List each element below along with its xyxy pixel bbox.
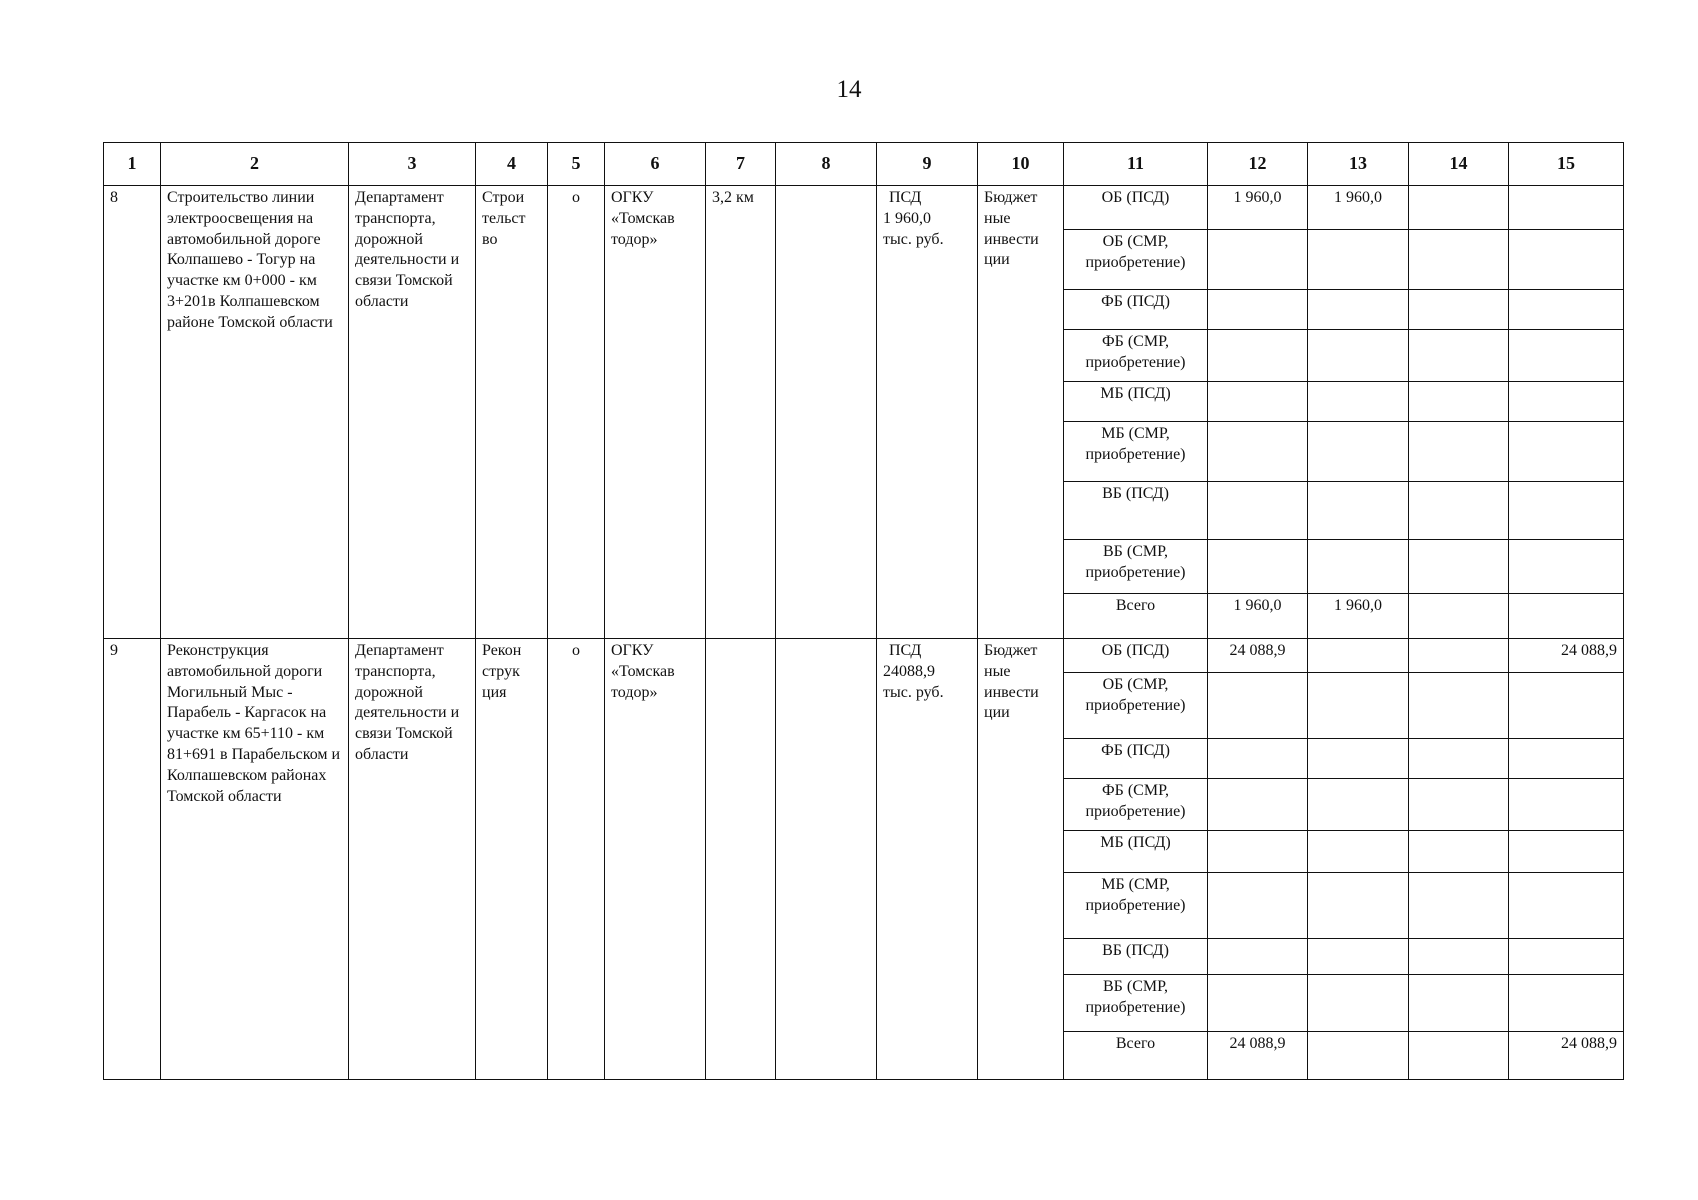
work-type: Строи тельст во [476,186,548,639]
amount-col-13 [1308,673,1409,739]
executor: ОГКУ «Томскав тодор» [605,639,706,1080]
amount-col-15 [1509,482,1624,540]
amount-col-15 [1509,290,1624,330]
amount-col-13 [1308,230,1409,290]
amount-col-13 [1308,939,1409,975]
funding-source: ФБ (ПСД) [1064,739,1208,779]
funding-source: ОБ (СМР, приобретение) [1064,230,1208,290]
funding-source: ФБ (ПСД) [1064,290,1208,330]
amount-col-13 [1308,482,1409,540]
funding-source: ВБ (СМР, приобретение) [1064,975,1208,1032]
amount-col-15 [1509,230,1624,290]
funding-source: ФБ (СМР, приобретение) [1064,330,1208,382]
amount-col-12 [1208,482,1308,540]
amount-col-15 [1509,673,1624,739]
object-name: Строительство линии электроосвещения на автомобильной дороге Колпашево - Тогур на участке км 0+000 - км 3+201в Колпашевском районе Томской области [161,186,349,639]
work-type: Рекон струк ция [476,639,548,1080]
capacity: 3,2 км [706,186,776,639]
amount-col-14 [1409,330,1509,382]
amount-col-14 [1409,673,1509,739]
estimated-cost-line: тыс. руб. [883,683,944,701]
header-cell: 3 [349,143,476,186]
header-cell: 12 [1208,143,1308,186]
amount-col-12 [1208,330,1308,382]
header-cell: 7 [706,143,776,186]
funding-source: ВБ (ПСД) [1064,939,1208,975]
amount-col-12 [1208,673,1308,739]
investment-type: Бюджет ные инвести ции [978,639,1064,1080]
amount-col-14 [1409,831,1509,873]
column-5-value: о [548,186,605,639]
header-cell: 13 [1308,143,1409,186]
amount-col-13 [1308,975,1409,1032]
amount-col-13 [1308,540,1409,594]
funding-source: МБ (СМР, приобретение) [1064,873,1208,939]
header-cell: 9 [877,143,978,186]
amount-col-15 [1509,779,1624,831]
amount-col-14 [1409,290,1509,330]
table-row [104,639,1624,673]
amount-col-12: 24 088,9 [1208,639,1308,673]
estimated-cost [877,186,978,639]
amount-col-14 [1409,422,1509,482]
header-cell: 1 [104,143,161,186]
amount-col-14 [1409,594,1509,639]
funding-source: МБ (СМР, приобретение) [1064,422,1208,482]
header-cell: 8 [776,143,877,186]
amount-col-14 [1409,482,1509,540]
amount-col-14 [1409,1032,1509,1080]
estimated-cost-line: 1 960,0 [883,209,931,227]
amount-col-15 [1509,739,1624,779]
amount-col-15: 24 088,9 [1509,639,1624,673]
investment-type: Бюджет ные инвести ции [978,186,1064,639]
amount-col-13 [1308,422,1409,482]
amount-col-13 [1308,330,1409,382]
amount-col-12: 24 088,9 [1208,1032,1308,1080]
amount-col-15 [1509,939,1624,975]
amount-col-13 [1308,382,1409,422]
amount-col-12 [1208,873,1308,939]
amount-col-13 [1308,639,1409,673]
amount-col-12 [1208,230,1308,290]
row-number: 9 [104,639,161,1080]
amount-col-13 [1308,831,1409,873]
amount-col-12: 1 960,0 [1208,594,1308,639]
row-number: 8 [104,186,161,639]
column-8-value [776,639,877,1080]
amount-col-12 [1208,422,1308,482]
amount-col-13: 1 960,0 [1308,186,1409,230]
amount-col-12 [1208,290,1308,330]
amount-col-15 [1509,330,1624,382]
amount-col-14 [1409,540,1509,594]
amount-col-14 [1409,186,1509,230]
investment-table [103,142,1624,1080]
column-8-value [776,186,877,639]
estimated-cost-line: ПСД [889,189,922,206]
amount-col-13 [1308,1032,1409,1080]
funding-source: ОБ (СМР, приобретение) [1064,673,1208,739]
capacity [706,639,776,1080]
header-cell: 14 [1409,143,1509,186]
header-cell: 11 [1064,143,1208,186]
amount-col-15 [1509,873,1624,939]
amount-col-15 [1509,594,1624,639]
table-row [104,186,1624,230]
amount-col-14 [1409,639,1509,673]
funding-source: МБ (ПСД) [1064,831,1208,873]
header-cell: 5 [548,143,605,186]
amount-col-13: 1 960,0 [1308,594,1409,639]
amount-col-14 [1409,739,1509,779]
amount-col-15: 24 088,9 [1509,1032,1624,1080]
amount-col-15 [1509,422,1624,482]
funding-source: ВБ (СМР, приобретение) [1064,540,1208,594]
customer: Департамент транспорта, дорожной деятельности и связи Томской области [349,639,476,1080]
funding-source: ОБ (ПСД) [1064,639,1208,673]
header-cell: 2 [161,143,349,186]
funding-source: МБ (ПСД) [1064,382,1208,422]
table-body [104,186,1624,1080]
amount-col-12 [1208,540,1308,594]
header-cell: 6 [605,143,706,186]
customer: Департамент транспорта, дорожной деятельности и связи Томской области [349,186,476,639]
amount-col-13 [1308,290,1409,330]
estimated-cost [877,639,978,1080]
amount-col-12 [1208,831,1308,873]
amount-col-14 [1409,975,1509,1032]
funding-source: Всего [1064,594,1208,639]
amount-col-14 [1409,230,1509,290]
amount-col-12 [1208,975,1308,1032]
amount-col-13 [1308,873,1409,939]
amount-col-14 [1409,873,1509,939]
amount-col-14 [1409,382,1509,422]
page-number: 14 [836,76,862,103]
object-name: Реконструкция автомобильной дороги Могильный Мыс - Парабель - Каргасок на участке км 65+110 - км 81+691 в Парабельском и Колпашевском районах Томской области [161,639,349,1080]
header-cell: 4 [476,143,548,186]
estimated-cost-line: ПСД [889,642,922,659]
amount-col-12: 1 960,0 [1208,186,1308,230]
header-cell: 10 [978,143,1064,186]
amount-col-14 [1409,779,1509,831]
amount-col-15 [1509,831,1624,873]
amount-col-15 [1509,975,1624,1032]
column-5-value: о [548,639,605,1080]
estimated-cost-line: тыс. руб. [883,230,944,248]
funding-source: ВБ (ПСД) [1064,482,1208,540]
amount-col-12 [1208,382,1308,422]
amount-col-15 [1509,382,1624,422]
amount-col-13 [1308,739,1409,779]
amount-col-15 [1509,540,1624,594]
header-row [104,143,1624,186]
executor: ОГКУ «Томскав тодор» [605,186,706,639]
header-cell: 15 [1509,143,1624,186]
amount-col-13 [1308,779,1409,831]
funding-source: ОБ (ПСД) [1064,186,1208,230]
amount-col-12 [1208,779,1308,831]
amount-col-15 [1509,186,1624,230]
amount-col-12 [1208,739,1308,779]
estimated-cost-line: 24088,9 [883,662,935,680]
amount-col-14 [1409,939,1509,975]
funding-source: Всего [1064,1032,1208,1080]
funding-source: ФБ (СМР, приобретение) [1064,779,1208,831]
amount-col-12 [1208,939,1308,975]
